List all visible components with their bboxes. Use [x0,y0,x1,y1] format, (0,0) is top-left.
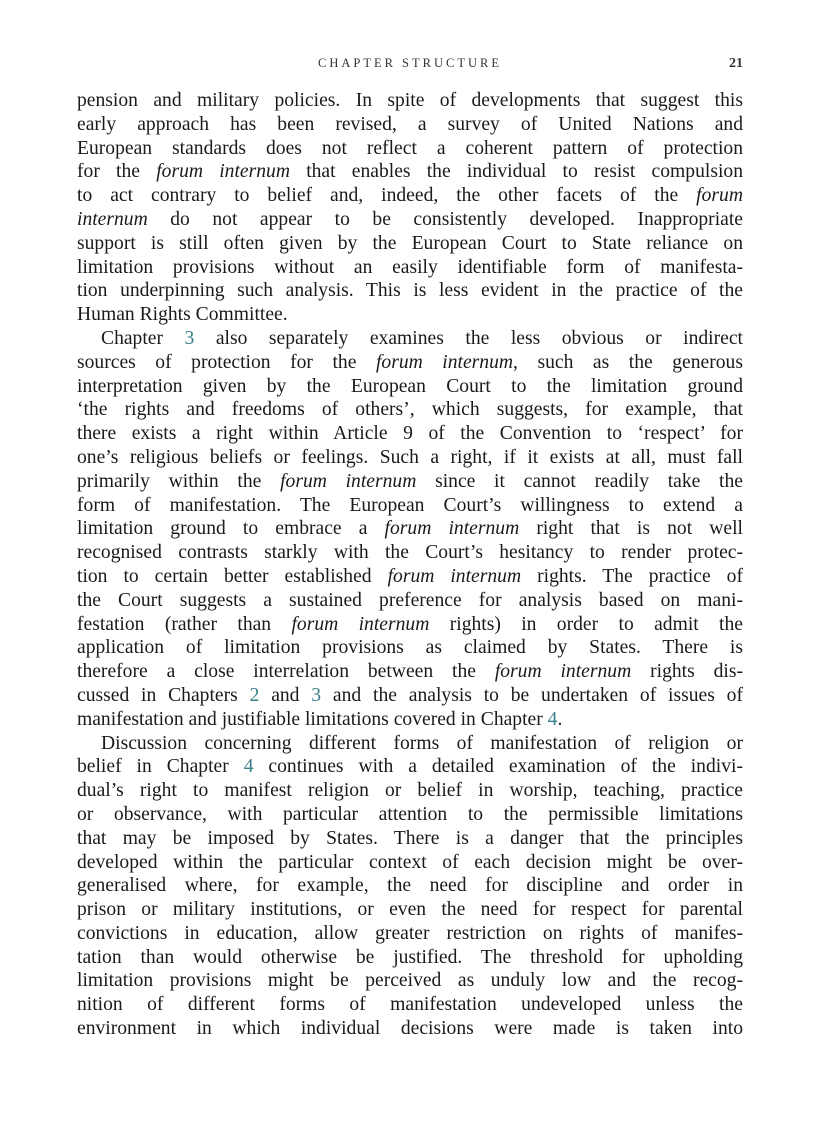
text-line [77,898,743,922]
chapter-link[interactable]: 4 [243,756,254,778]
text-run: pension and military policies. In spite of developments that suggest this [77,90,743,111]
text-line [77,303,743,327]
text-run: one’s religious beliefs or feelings. Such a right, if it exists at all, must fall [77,446,743,468]
text-run: nition of different forms of manifestation undeveloped unless the [77,994,743,1016]
text-line [77,422,743,446]
text-run: limitation ground to embrace a [77,518,385,540]
text-run: Human Rights Committee. [77,304,288,326]
text-line [77,803,743,827]
italic-term: forum internum [387,565,522,587]
text-run: that may be imposed by States. There is a danger that the principles [77,827,743,849]
text-line [77,351,743,375]
chapter-link[interactable]: 2 [249,684,260,706]
text-run: to act contrary to belief and, indeed, the other facets of the [77,185,697,207]
text-line [77,589,743,613]
page-header [77,56,743,76]
text-line [77,398,743,422]
text-line [77,613,743,637]
text-run: or observance, with particular attention to the permissible limitations [77,803,743,825]
text-run: tion to certain better established [77,565,388,587]
text-line [77,208,743,232]
text-line [77,113,743,137]
text-run: , such as the generous [513,351,743,373]
text-line [77,517,743,541]
text-run: environment in which individual decisions were made is taken into [77,1018,743,1040]
text-line [77,732,743,756]
italic-term: forum internum [384,518,520,540]
text-line [77,89,743,113]
paragraph [77,327,743,732]
text-run: convictions in education, allow greater restriction on rights of manifes- [77,922,743,944]
text-run: developed within the particular context of each decision might be over- [77,851,743,873]
text-run: dual’s right to manifest religion or belief in worship, teaching, practice [77,780,743,802]
text-run: since it cannot readily take the [416,470,743,492]
text-line [77,232,743,256]
text-run: for the [77,161,157,183]
text-line [77,636,743,660]
text-line [77,327,743,351]
chapter-link[interactable]: 3 [311,684,322,706]
text-run: manifestation and justifiable limitations covered in Chapter [77,708,548,730]
text-run: therefore a close interrelation between the [77,661,495,683]
text-run: festation (rather than [77,613,292,635]
text-line [77,874,743,898]
text-run: recognised contrasts starkly with the Court’s hesitancy to render protec- [77,542,743,564]
text-line [77,565,743,589]
text-run: rights) in order to admit the [429,613,743,635]
text-line [77,779,743,803]
text-line [77,922,743,946]
chapter-link[interactable]: 3 [184,327,195,349]
text-run: rights. The practice of [521,565,743,587]
text-run: cussed in Chapters [77,684,250,706]
text-line [77,256,743,280]
text-run: do not appear to be consistently developed. Inappropriate [147,208,743,230]
text-run: tation than would otherwise be justified. The threshold for upholding [77,946,743,968]
text-run: form of manifestation. The European Court’s willingness to extend a [77,494,743,516]
text-run: interpretation given by the European Court to the limitation ground [77,375,743,397]
text-run: and the analysis to be undertaken of issues of [321,684,744,706]
text-run: generalised where, for example, the need for discipline and order in [77,875,743,897]
chapter-link[interactable]: 4 [547,708,558,730]
text-line [77,660,743,684]
text-run: support is still often given by the European Court to State reliance on [77,232,743,254]
text-line [77,184,743,208]
italic-term: forum internum [291,613,430,635]
text-line [77,137,743,161]
text-run: that enables the individual to resist compulsion [289,161,743,183]
text-run: application of limitation provisions as claimed by States. There is [77,637,743,659]
text-run: belief in Chapter [77,756,244,778]
text-line [77,827,743,851]
text-line [77,375,743,399]
text-run: early approach has been revised, a survey of United Nations and [77,113,743,135]
text-run: right that is not well [519,518,743,540]
text-run: Chapter [101,327,185,349]
text-run: sources of protection for the [77,351,376,373]
italic-term: forum internum [156,161,290,183]
text-run: ‘the rights and freedoms of others’, which suggests, for example, that [77,399,743,421]
text-run: and [259,684,312,706]
paragraph [77,89,743,327]
italic-term: forum internum [375,351,514,373]
text-line [77,160,743,184]
italic-term: forum internum [494,661,632,683]
text-run: limitation provisions without an easily identifiable form of manifesta- [77,256,743,278]
text-line [77,446,743,470]
text-line [77,541,743,565]
text-line [77,969,743,993]
text-line [77,708,743,732]
text-line [77,946,743,970]
text-line [77,993,743,1017]
text-run: the Court suggests a sustained preference for analysis based on mani- [77,589,743,611]
text-run: tion underpinning such analysis. This is less evident in the practice of the [77,280,743,302]
text-line [77,279,743,303]
text-line [77,1017,743,1041]
text-run: there exists a right within Article 9 of the Convention to ‘respect’ for [77,423,743,445]
text-run: . [557,708,563,730]
running-title: CHAPTER STRUCTURE [317,56,502,70]
text-run: European standards does not reflect a coherent pattern of protection [77,137,743,159]
italic-term: forum [696,185,743,207]
italic-term: internum [77,208,148,230]
page-number: 21 [729,56,743,71]
text-run: primarily within the [77,470,281,492]
text-run: rights dis- [631,661,743,683]
text-line [77,684,743,708]
text-run: continues with a detailed examination of the indivi- [253,756,743,778]
text-line [77,755,743,779]
paragraph [77,732,743,1041]
italic-term: forum internum [280,470,417,492]
text-line [77,494,743,518]
text-line [77,470,743,494]
text-run: limitation provisions might be perceived as unduly low and the recog- [77,970,743,992]
text-line [77,851,743,875]
body-text [77,89,743,1041]
text-run: Discussion concerning different forms of manifestation of religion or [101,732,743,754]
text-run: prison or military institutions, or even the need for respect for parental [77,899,743,921]
text-run: also separately examines the less obvious or indirect [194,327,743,349]
